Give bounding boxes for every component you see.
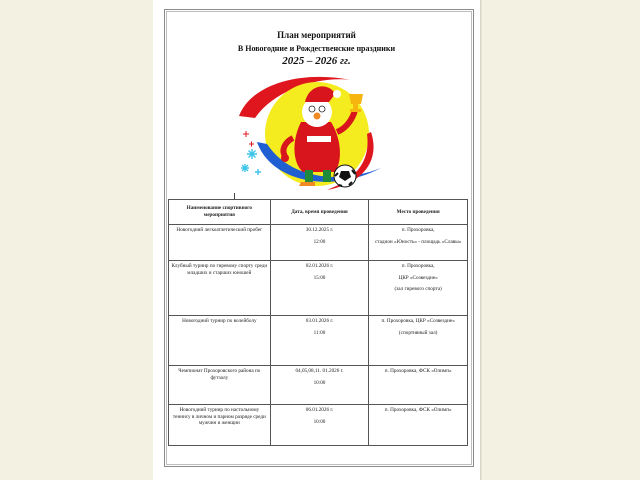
event-place: [369, 405, 468, 446]
table-row: [169, 405, 468, 446]
document-page: [153, 0, 481, 480]
table-row: [169, 225, 468, 261]
event-name: Новогодний легкоатлетический пробег: [169, 225, 271, 261]
event-place: [369, 261, 468, 316]
table-row: [169, 261, 468, 316]
event-datetime: [270, 261, 369, 316]
event-place-line1: п. Прохоровка,: [401, 263, 435, 269]
column-header-place: Место проведения: [369, 200, 468, 225]
event-date: 30.12.2025 г.: [305, 227, 334, 233]
event-time: 15:00: [313, 274, 326, 281]
event-time: 12:00: [313, 238, 326, 245]
event-name: Чемпионат Прохоровского района по футзалу: [169, 366, 271, 405]
event-time: 11:00: [313, 329, 326, 336]
document-years: 2025 – 2026 гг.: [282, 55, 351, 67]
trophy-cup-icon: [349, 94, 363, 112]
event-place: [369, 316, 468, 366]
event-place-line2: (спортивный зал): [398, 329, 438, 336]
event-date: 03.01.2026 г.: [305, 318, 334, 324]
event-place: [369, 366, 468, 405]
event-name: Новогодний турнир по волейболу: [169, 316, 271, 366]
event-place-line2: ЦКР «Созвездие»: [398, 274, 438, 281]
event-datetime: [270, 225, 369, 261]
table-header-row: [169, 200, 468, 225]
document-subtitle: В Новогодние и Рождественские праздники: [237, 44, 396, 53]
event-date: 02.01.2026 г.: [305, 263, 334, 269]
events-table: [168, 199, 468, 446]
table-row: [169, 316, 468, 366]
column-header-name: Наименование спортивного мероприятия: [169, 200, 271, 225]
event-date: 06.01.2026 г.: [305, 407, 334, 413]
event-place-line1: п. Прохоровка, ФСК «Олимп»: [384, 407, 452, 413]
document-title: План мероприятий: [277, 30, 356, 40]
santa-football-illustration: [231, 72, 411, 196]
event-name: Клубный турнир по гиревому спорту среди младших и старших юношей: [169, 261, 271, 316]
snowflake-small-icon: [243, 131, 254, 147]
snowflake-icon: [241, 149, 261, 175]
event-time: 10:00: [313, 379, 326, 386]
event-date: 04,05,08,11. 01.2026 г.: [295, 368, 344, 374]
event-place: [369, 225, 468, 261]
table-row: [169, 366, 468, 405]
event-time: 10:00: [313, 418, 326, 425]
event-place-line1: п. Прохоровка, ЦКР «Созвездие»: [381, 318, 455, 324]
event-place-line3: (зал гиревого спорта): [394, 286, 442, 293]
event-datetime: [270, 366, 369, 405]
event-place-line1: п. Прохоровка,: [401, 227, 435, 233]
soccer-ball-icon: [334, 165, 356, 187]
column-header-date: Дата, время проведения: [270, 200, 369, 225]
event-place-line2: стадион «Юность» - площадь «Славы»: [374, 238, 462, 245]
event-name: Новогодний турнир по настольному теннису в личном и парном разряде среди мужчин и женщин: [169, 405, 271, 446]
event-place-line1: п. Прохоровка, ФСК «Олимп»: [384, 368, 452, 374]
event-datetime: [270, 405, 369, 446]
event-datetime: [270, 316, 369, 366]
